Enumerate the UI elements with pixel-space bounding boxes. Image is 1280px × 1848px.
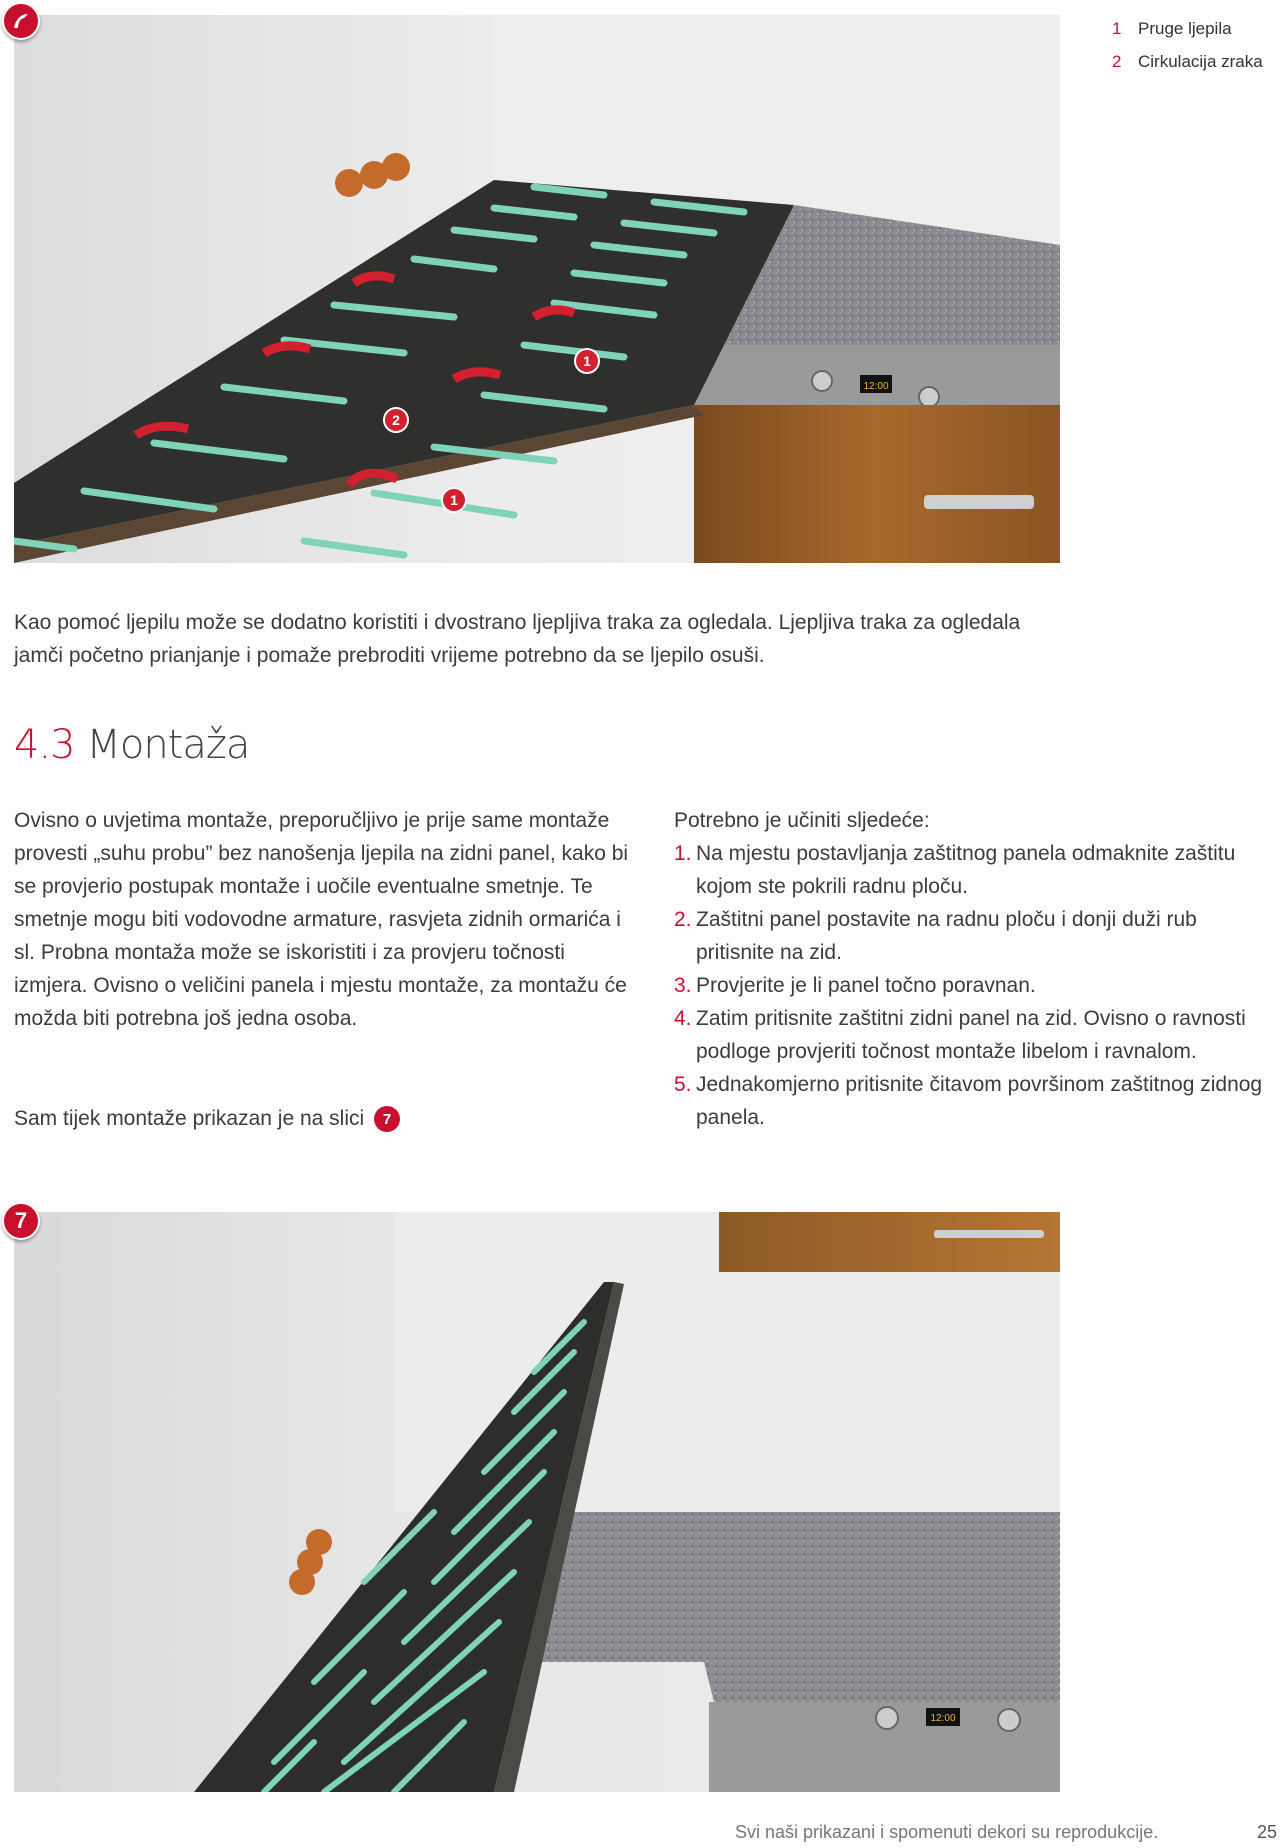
cabinet-handle	[934, 1230, 1044, 1238]
oven-knob-icon	[812, 371, 832, 391]
steps-list	[674, 804, 1280, 1134]
section-title: Montaža	[86, 722, 250, 768]
legend-label: Pruge ljepila	[1138, 18, 1232, 38]
figure-number-badge: 7	[2, 1202, 40, 1240]
figure-reference	[14, 1102, 629, 1135]
legend-item	[1112, 12, 1280, 45]
socket-icon	[382, 153, 410, 181]
legend-item	[1112, 45, 1280, 78]
step-text: Zatim pritisnite zaštitni zidni panel na zid. Ovisno o ravnosti podloge provjeriti točnost montaže libelom i ravnalom.	[696, 1007, 1246, 1063]
step-text: Zaštitni panel postavite na radnu ploču i donji duži rub pritisnite na zid.	[696, 908, 1197, 964]
figure-panel-mounting	[14, 1212, 1060, 1792]
step-text: Na mjestu postavljanja zaštitnog panela odmaknite zaštitu kojom ste pokrili radnu ploču.	[696, 842, 1236, 898]
legend-number: 1	[1112, 18, 1122, 38]
callout-1	[442, 488, 466, 512]
step-text: Provjerite je li panel točno poravnan.	[696, 974, 1036, 997]
brand-logo-icon	[2, 2, 40, 40]
figure-reference-text: Sam tijek montaže prikazan je na slici	[14, 1107, 365, 1130]
oven-knob-icon	[919, 387, 939, 407]
callout-2	[384, 408, 408, 432]
section-number: 4.3	[14, 722, 75, 768]
step-number: 5.	[674, 1073, 692, 1096]
socket-icon	[335, 169, 363, 197]
step-number: 4.	[674, 1007, 692, 1030]
svg-text:2: 2	[392, 412, 400, 428]
step-item	[674, 969, 1280, 1002]
figure-badge: 7	[374, 1106, 400, 1132]
step-item	[674, 1068, 1280, 1134]
figure-adhesive-pattern	[14, 15, 1060, 563]
step-item	[674, 903, 1280, 969]
callout-1	[575, 349, 599, 373]
step-text: Jednakomjerno pritisnite čitavom površinom zaštitnog zidnog panela.	[696, 1073, 1263, 1129]
step-item	[674, 1002, 1280, 1068]
step-number: 3.	[674, 974, 692, 997]
cabinet-drawer	[694, 405, 1060, 563]
svg-text:1: 1	[583, 353, 591, 369]
intro-paragraph: Kao pomoć ljepilu može se dodatno koristiti i dvostrano ljepljiva traka za ogledala. Ljepljiva traka za ogledala jamči početno prianjanje i pomaže prebroditi vrijeme potrebno da se ljepilo osuši.	[14, 611, 1021, 667]
left-paragraph: Ovisno o uvjetima montaže, preporučljivo je prije same montaže provesti „suhu probu” bez nanošenja ljepila na zidni panel, kako bi se provjerio postupak montaže i uočile eventualne smetnje. Te smetnje mogu biti vodovodne armature, rasvjeta zidnih ormarića i sl. Probna montaža može se iskoristiti i za provjeru točnosti izmjera. Ovisno o veličini panela i mjestu montaže, za montažu će možda biti potrebna još jedna osoba.	[14, 809, 629, 1030]
step-item	[674, 837, 1280, 903]
wall-cabinet	[719, 1212, 1060, 1272]
step-number: 2.	[674, 908, 692, 931]
socket-icon	[289, 1569, 315, 1595]
page-number: 25	[1257, 1822, 1278, 1842]
figure-legend	[1112, 12, 1280, 78]
steps-intro: Potrebno je učiniti sljedeće:	[674, 809, 930, 832]
section-heading	[14, 722, 249, 768]
legend-number: 2	[1112, 51, 1122, 71]
svg-text:1: 1	[450, 492, 458, 508]
step-number: 1.	[674, 842, 692, 865]
oven-knob-icon	[998, 1709, 1020, 1731]
legend-label: Cirkulacija zraka	[1138, 51, 1263, 71]
footer-note: Svi naši prikazani i spomenuti dekori su reprodukcije.	[735, 1822, 1159, 1842]
oven-display-text: 12:00	[863, 381, 889, 392]
drawer-handle	[924, 495, 1034, 509]
oven-display-text: 12:00	[930, 1713, 956, 1724]
oven-knob-icon	[876, 1707, 898, 1729]
